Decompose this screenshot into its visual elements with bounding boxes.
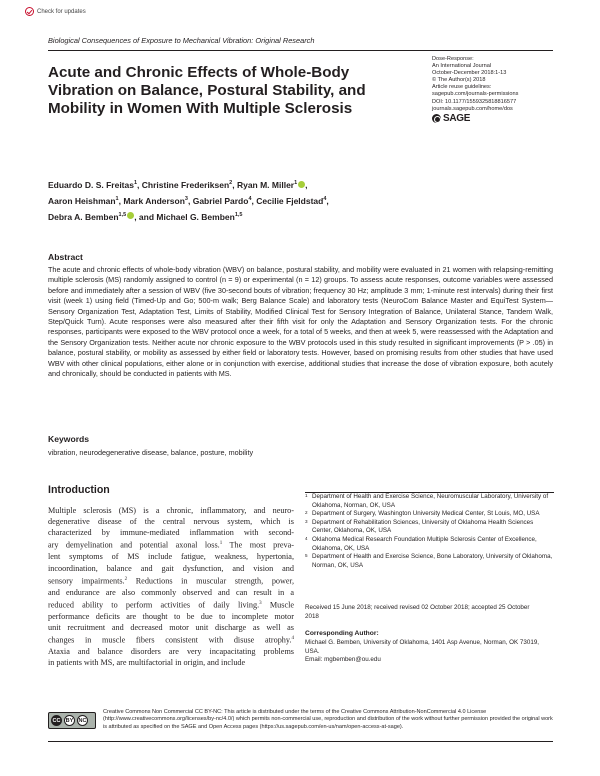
corresponding-email[interactable]: Email: mgbemben@ou.edu [305, 656, 381, 664]
author-affiliation-marker: 2 [229, 180, 233, 186]
affiliation-text: Department of Rehabilitation Sciences, University of Oklahoma Health Sciences Center, Oklahoma, OK, USA [312, 518, 534, 535]
intro-line: ary demyelination and potential axonal loss.$^1$ The most preva- [48, 541, 295, 551]
by-icon: BY [64, 715, 75, 726]
abstract-heading: Abstract [48, 252, 83, 262]
author-name: Christine Frederiksen [141, 179, 230, 190]
intro-line: changes in muscle fibers consistent with disuse atrophy.$^4$ [48, 635, 294, 645]
corresponding-address: Michael G. Bemben, University of Oklahoma, 1401 Asp Avenue, Norman, OK 73019, USA. [305, 639, 540, 655]
affiliation-number: 2 [305, 510, 308, 516]
reuse-label: Article reuse guidelines: [432, 84, 492, 91]
intro-line: in patients with MS, are multifactorial in origin, and include [48, 657, 246, 667]
author-affiliation-marker: 1,5 [118, 211, 127, 218]
affiliation-text: Department of Health and Exercise Science, Bone Laboratory, University of Oklahoma, Norman, OK, USA [312, 553, 553, 569]
intro-line: Ataxia and balance disorders are very incapacitating problems [48, 646, 294, 656]
intro-line: Multiple sclerosis (MS) is a chronic, inflammatory, and neuro- [48, 506, 294, 515]
affiliations [305, 493, 554, 570]
author-affiliation-marker: 4 [248, 195, 252, 202]
cc-license-badge[interactable] [48, 712, 96, 729]
citation-marker[interactable]: 2 [124, 576, 128, 582]
orcid-icon[interactable] [298, 181, 305, 188]
intro-line: performance deficits are thought to be due to incomplete motor [48, 611, 294, 621]
author-name: Mark Anderson [123, 195, 185, 206]
abstract-text: The acute and chronic effects of whole-body vibration (WBV) on balance, postural stability, and mobility were evaluated in 21 women with relapsing-remitting multiple sclerosis (MS) randomly assigned to control (n = 9) or experimental (n = 12) groups. To assess acute responses, outcome variables were assessed before and immediately after a session of WBV (five 30-second bouts of vibration; frequency 30 Hz; amplitude 3 mm; 1-minute rest intervals) during their first visit (week 1) using field (Timed-Up and Go; 500-m walk; Berg Balance Scale) and laboratory tests (NeuroCom Balance Master and EquiTest System—Sensory Organization Test, Adaptation Test, Limits of Stability, Modified Clinical Test for Sensory Integration of Balance, Unilateral Stance, Tandem Walk, Step/Quick Turn). Acute responses were also measured after their fifth visit for only the Adaptation and Sensory Organization tests. For the chronic responses, participants were exposed to the WBV protocol once a week, for a total of 5 weeks, and then at week 5, were reassessed with the Adaptation and the Sensory Organization tests. Neither acute nor chronic exposure to the WBV protocols used in this study resulted in significant improvements (P > .05) in balance, postural stability, or mobility as assessed by either field or laboratory tests. However, based on promising results from other studies that have used WBV with other clinical populations, either alone or in conjunction with exercise, additional studies that increase the dose of vibration exposure, both acutely and chronically, should be conducted in patients with MS. [48, 265, 553, 379]
author-affiliation-marker: 3 [184, 195, 188, 202]
author-affiliation-marker: 4 [323, 195, 327, 202]
reuse-link[interactable]: sagepub.com/journals-permissions [432, 91, 519, 98]
intro-line: and endurance are also commonly observed and can result in a [48, 587, 294, 597]
citation-marker[interactable]: 4 [291, 635, 294, 641]
affiliation-text: Oklahoma Medical Research Foundation Multiple Sclerosis Center of Excellence, Oklahoma, OK, USA [312, 535, 537, 552]
citation-marker[interactable]: 3 [259, 600, 262, 606]
author-name: Ryan M. Miller [236, 179, 295, 190]
journal-meta [432, 56, 557, 123]
affiliation-item [305, 519, 554, 536]
intro-line: incoordination, balance and gait dysfunction, and vision and [48, 563, 294, 573]
license-text: Creative Commons Non Commercial CC BY-NC: This article is distributed under the terms of the Creative Commons Attribution-NonCommercial 4.0 License (http://www.creativecommons.org/licenses/by-nc/4.0/) which permits non-commercial use, reproduction and distribution of the work without further permission provided the original work is attributed as specified on the SAGE and Open Access pages (https://us.sagepub.com/en-us/nam/open-access-at-sage). [103, 709, 553, 730]
journal-home-link[interactable]: journals.sagepub.com/home/dos [432, 105, 513, 112]
footer-rule [48, 741, 553, 742]
journal-subtitle: An International Journal [432, 63, 492, 70]
affiliation-item [305, 553, 554, 570]
author-name: Aaron Heishman [48, 195, 116, 206]
intro-line: characterized by immune-mediated inflammation with second- [48, 528, 294, 538]
corresponding-author-heading: Corresponding Author: [305, 630, 379, 637]
journal-name: Dose-Response: [432, 56, 474, 62]
author-affiliation-marker: 1 [115, 195, 119, 202]
intro-line: sensory impairments.$^2$ Reductions in muscular strength, power, [48, 576, 294, 586]
cc-icon: CC [51, 715, 62, 726]
check-updates-label: Check for updates [37, 8, 86, 15]
affiliation-text: Department of Health and Exercise Science, Neuromuscular Laboratory, University of Oklahoma, Norman, OK, USA [312, 493, 549, 509]
publisher-name: SAGE [443, 112, 471, 124]
affiliation-number: 4 [305, 535, 308, 541]
affiliation-number: 3 [305, 518, 308, 524]
affiliation-item [305, 493, 554, 510]
sage-logo-icon [432, 114, 441, 123]
keywords-text: vibration, neurodegenerative disease, balance, posture, mobility [48, 448, 254, 457]
intro-line: reduced ability to perform activities of daily living.$^3$ Muscle [48, 600, 294, 610]
corresponding-author [305, 639, 550, 665]
publisher-logo [432, 114, 557, 123]
author-affiliation-marker: 1,5 [234, 211, 243, 218]
copyright: © The Author(s) 2018 [432, 77, 486, 84]
nc-icon: NC [77, 715, 88, 726]
author-affiliation-marker: 1 [294, 180, 298, 186]
intro-line: unit recruitment and decreased motor unit discharge as well as [48, 622, 294, 632]
author-name: Cecilie Fjeldstad [256, 195, 324, 206]
journal-issue: October-December 2018:1-13 [432, 70, 507, 77]
affiliation-text: Department of Surgery, Washington University Medical Center, St Louis, MO, USA [312, 510, 540, 518]
running-head: Biological Consequences of Exposure to Mechanical Vibration: Original Research [48, 36, 315, 45]
affiliation-item [305, 510, 554, 519]
article-title: Acute and Chronic Effects of Whole-Body Vibration on Balance, Postural Stability, and Mobility in Women With Multiple Sclerosis [48, 64, 366, 118]
article-dates: Received 15 June 2018; received revised 02 October 2018; accepted 25 October 2018 [305, 604, 530, 620]
check-updates-icon [25, 7, 34, 16]
intro-line: degenerative disease of the central nervous system, which is [48, 517, 294, 527]
affiliation-number: 1 [305, 493, 308, 498]
intro-line: lent symptoms of MS include fatigue, weakness, hypertonia, [48, 552, 294, 562]
affiliation-item [305, 536, 554, 553]
author-name: Gabriel Pardo [192, 195, 249, 206]
check-for-updates-badge[interactable] [25, 7, 86, 16]
author-list: Eduardo D. S. Freitas$^1$, Christine Frederiksen$^2$, Ryan M. Miller$^1$ , Aaron Heishman$^1$, Mark Anderson$^3$, Gabriel Pardo$^4$, Cecilie Fjeldstad$^4$, Debra A. Bemben$^{1,5}$ , and Michael G. Bemben$^{1,5}$ [48, 179, 329, 222]
author-name: Debra A. Bemben [48, 211, 119, 222]
author-affiliation-marker: 1 [133, 180, 138, 186]
orcid-icon[interactable] [127, 212, 134, 219]
introduction-heading: Introduction [48, 484, 110, 496]
header-rule [48, 50, 553, 51]
citation-marker[interactable]: 1 [219, 541, 223, 547]
doi[interactable]: DOI: 10.1177/1559325818816577 [432, 98, 517, 105]
author-name: Eduardo D. S. Freitas [48, 179, 134, 190]
keywords-heading: Keywords [48, 434, 90, 444]
author-name: Michael G. Bemben [156, 211, 235, 222]
affiliation-number: 5 [305, 553, 308, 559]
introduction-text [48, 505, 294, 668]
